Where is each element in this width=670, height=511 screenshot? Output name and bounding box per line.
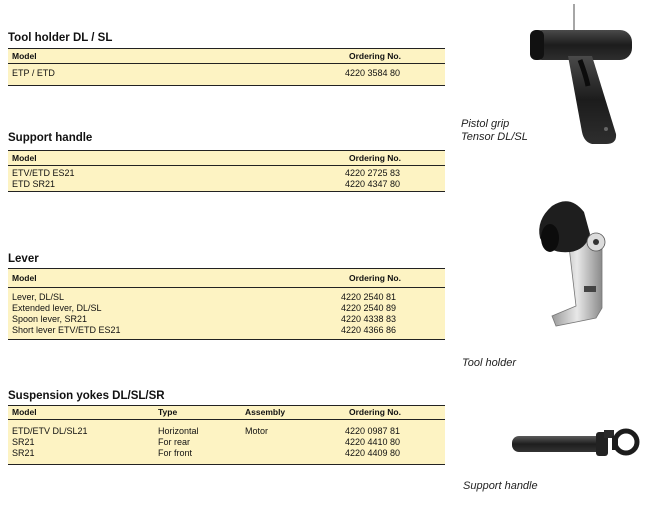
cell-ordering: 4220 4410 80 xyxy=(345,437,401,447)
header-ordering: Ordering No. xyxy=(349,407,401,417)
cell-ordering: 4220 0987 81 xyxy=(345,426,401,436)
table-row xyxy=(8,448,445,459)
table-header xyxy=(8,406,445,420)
cell-model: ETV/ETD ES21 xyxy=(12,168,75,178)
section-title: Lever xyxy=(8,253,39,265)
cell-model: ETD SR21 xyxy=(12,179,56,189)
table-header xyxy=(8,151,445,166)
header-type: Type xyxy=(158,407,178,417)
section-lever xyxy=(8,252,445,340)
table-row xyxy=(8,179,445,190)
cell-model: ETP / ETD xyxy=(12,68,55,78)
support-handle-table xyxy=(8,150,445,192)
header-model: Model xyxy=(12,51,37,61)
header-ordering: Ordering No. xyxy=(349,273,401,283)
table-row xyxy=(8,314,445,325)
cell-ordering: 4220 2725 83 xyxy=(345,168,401,178)
section-suspension-yokes xyxy=(8,389,445,465)
cell-model: Short lever ETV/ETD ES21 xyxy=(12,325,121,335)
header-model: Model xyxy=(12,153,37,163)
lever-table xyxy=(8,268,445,340)
caption-line: Tensor DL/SL xyxy=(461,131,528,143)
section-title: Suspension yokes DL/SL/SR xyxy=(8,390,165,402)
pistol-grip-caption xyxy=(461,118,528,144)
cell-model: SR21 xyxy=(12,437,35,447)
header-assembly: Assembly xyxy=(245,407,286,417)
cell-type: Horizontal xyxy=(158,426,199,436)
table-row xyxy=(8,437,445,448)
header-model: Model xyxy=(12,273,37,283)
cell-ordering: 4220 4338 83 xyxy=(341,314,397,324)
cell-ordering: 4220 2540 81 xyxy=(341,292,397,302)
cell-ordering: 4220 4366 86 xyxy=(341,325,397,335)
table-row xyxy=(8,168,445,179)
tool-holder-table xyxy=(8,48,445,86)
cell-model: Lever, DL/SL xyxy=(12,292,65,302)
cell-model: SR21 xyxy=(12,448,35,458)
table-header xyxy=(8,49,445,64)
table-header xyxy=(8,269,445,288)
cell-type: For front xyxy=(158,448,193,458)
suspension-table xyxy=(8,405,445,465)
cell-ordering: 4220 3584 80 xyxy=(345,68,401,78)
table-row xyxy=(8,325,445,336)
cell-ordering: 4220 2540 89 xyxy=(341,303,397,313)
header-ordering: Ordering No. xyxy=(349,51,401,61)
pistol-grip-photo xyxy=(522,4,642,154)
cell-ordering: 4220 4409 80 xyxy=(345,448,401,458)
header-ordering: Ordering No. xyxy=(349,153,401,163)
section-title: Tool holder DL / SL xyxy=(8,32,113,44)
table-row xyxy=(8,292,445,303)
table-row xyxy=(8,426,445,437)
tool-holder-caption: Tool holder xyxy=(462,357,517,369)
cell-model: Extended lever, DL/SL xyxy=(12,303,102,313)
cell-type: For rear xyxy=(158,437,191,447)
cell-model: Spoon lever, SR21 xyxy=(12,314,88,324)
caption-line: Pistol grip xyxy=(461,118,510,130)
table-row xyxy=(8,68,445,79)
support-handle-photo xyxy=(508,420,643,470)
cell-ordering: 4220 4347 80 xyxy=(345,179,401,189)
cell-model: ETD/ETV DL/SL21 xyxy=(12,426,88,436)
header-model: Model xyxy=(12,407,37,417)
support-handle-caption: Support handle xyxy=(463,480,538,492)
tool-holder-photo xyxy=(530,190,620,335)
section-tool-holder xyxy=(8,31,445,86)
section-support-handle xyxy=(8,131,445,192)
table-row xyxy=(8,303,445,314)
section-title: Support handle xyxy=(8,132,93,144)
cell-assembly: Motor xyxy=(245,426,269,436)
